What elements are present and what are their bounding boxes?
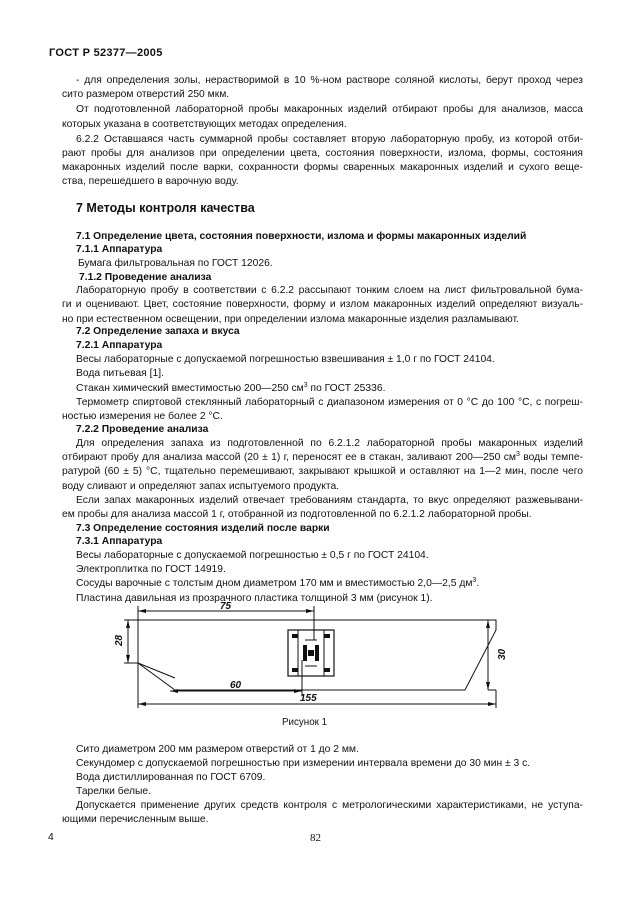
paragraph-line: макаронных изделий после варки, сохранности формы сваренных макаронных изделий и сухого веще- xyxy=(62,162,583,173)
paragraph-line: Лабораторную пробу в соответствии с 6.2.2 рассыпают тонким слоем на лист фильтровальной бума- xyxy=(76,285,583,296)
superscript: 3 xyxy=(303,382,308,389)
dim-label-total: 155 xyxy=(300,693,317,704)
subsection-heading: 7.3 Определение состояния изделий после варки xyxy=(76,523,330,534)
paragraph-line: Сито диаметром 200 мм размером отверстий от 1 до 2 мм. xyxy=(76,744,359,755)
paragraph-line: Весы лабораторные с допускаемой погрешностью взвешивания ± 1,0 г по ГОСТ 24104. xyxy=(76,354,495,365)
subsection-heading: 7.1 Определение цвета, состояния поверхности, излома и формы макаронных изделий xyxy=(76,231,527,242)
text-fragment: отбирают пробу для анализа массой (20 ± 1) г, переносят ее в стакан, заливают 200—250 см xyxy=(62,452,516,463)
paragraph-line: Весы лабораторные с допускаемой погрешностью ± 0,5 г по ГОСТ 24104. xyxy=(76,550,429,561)
paragraph-line: ратурой (60 ± 5) °С, тщательно перемешивают, закрывают крышкой и оставляют на 1—2 мин, после чего xyxy=(62,466,583,477)
paragraph-line: Секундомер с допускаемой погрешностью при измерении интервала времени до 30 мин ± 3 с. xyxy=(76,758,531,769)
paragraph-line: 6.2.2 Оставшаяся часть суммарной пробы составляет вторую лабораторную пробу, из которой отби- xyxy=(76,134,583,145)
text-fragment: воды темпе- xyxy=(519,452,583,463)
paragraph-line: воду сливают и определяют запах испытуемого продукта. xyxy=(62,481,340,492)
document-header: ГОСТ Р 52377—2005 xyxy=(49,47,163,59)
superscript: 3 xyxy=(515,451,520,458)
paragraph-line: ства, перешедшего в варочную воду. xyxy=(62,176,239,187)
dim-label-top: 75 xyxy=(220,601,232,612)
subsection-heading: 7.2.1 Аппаратура xyxy=(76,340,163,351)
page-number: 4 xyxy=(48,832,54,843)
paragraph-line: От подготовленной лабораторной пробы макаронных изделий отбирают пробы для анализов, масса xyxy=(76,104,583,115)
paragraph-line: сито размером отверстий 250 мкм. xyxy=(62,89,230,100)
text-fragment: Стакан химический вместимостью 200—250 см xyxy=(76,383,304,394)
paragraph-line: Вода питьевая [1]. xyxy=(76,368,164,379)
superscript: 3 xyxy=(472,577,477,584)
paragraph-line: Электроплитка по ГОСТ 14919. xyxy=(76,564,226,575)
paragraph-line xyxy=(76,577,479,591)
figure-caption: Рисунок 1 xyxy=(282,717,328,728)
dim-label-inner: 60 xyxy=(230,680,242,691)
paragraph-line: ностью измерения не более 2 °С. xyxy=(62,411,223,422)
paragraph-line: Вода дистиллированная по ГОСТ 6709. xyxy=(76,772,266,783)
paragraph-line: Если запах макаронных изделий отвечает требованиям стандарта, то вкус определяют разжевывани- xyxy=(76,495,583,506)
paragraph-line: Термометр спиртовой стеклянный лабораторный с диапазоном измерения от 0 °С до 100 °С, с погреш- xyxy=(76,397,583,408)
paragraph-line: но при естественном освещении, при определении излома макаронные изделия разламывают. xyxy=(62,314,519,325)
paragraph-line: Допускается применение других средств контроля с метрологическими характеристиками, не уступа- xyxy=(76,800,583,811)
paragraph-line: ги и оценивают. Цвет, состояние поверхности, форму и излом макаронных изделий определяют визуаль- xyxy=(62,299,583,310)
paragraph-line xyxy=(62,451,583,465)
dim-label-left: 28 xyxy=(114,634,125,646)
figure-pressing-plate xyxy=(110,598,510,710)
paragraph-line: рают пробы для анализов при определении цвета, состояния поверхности, излома, формы, состояния xyxy=(62,148,583,159)
text-fragment: по ГОСТ 25336. xyxy=(307,383,386,394)
paragraph-line: - для определения золы, нерастворимой в 10 %-ном растворе соляной кислоты, берут проход через xyxy=(76,75,583,86)
dim-label-right: 30 xyxy=(497,648,508,660)
text-fragment: Сосуды варочные с толстым дном диаметром 170 мм и вместимостью 2,0—2,5 дм xyxy=(76,578,473,589)
section-heading: 7 Методы контроля качества xyxy=(76,201,255,215)
paragraph-line: Бумага фильтровальная по ГОСТ 12026. xyxy=(78,258,273,269)
paragraph-line: Пластина давильная из прозрачного пластика толщиной 3 мм (рисунок 1). xyxy=(76,593,433,604)
subsection-heading: 7.1.2 Проведение анализа xyxy=(79,272,212,283)
paragraph-line xyxy=(76,382,385,396)
subsection-heading: 7.3.1 Аппаратура xyxy=(76,536,163,547)
sheet-number: 82 xyxy=(310,832,321,844)
paragraph-line: ем пробы для анализа массой 1 г, отобранной из подготовленной по 6.2.1.2 лабораторной пробы. xyxy=(62,509,532,520)
plate-cut-line xyxy=(138,663,175,678)
paragraph-line: Тарелки белые. xyxy=(76,786,151,797)
paragraph-line: которых указана в соответствующих методах определения. xyxy=(62,119,347,130)
text-fragment: . xyxy=(476,578,480,589)
paragraph-line: ющими перечисленным выше. xyxy=(62,814,209,825)
subsection-heading: 7.2 Определение запаха и вкуса xyxy=(76,326,240,337)
subsection-heading: 7.2.2 Проведение анализа xyxy=(76,424,209,435)
subsection-heading: 7.1.1 Аппаратура xyxy=(76,244,163,255)
paragraph-line: Для определения запаха из подготовленной по 6.2.1.2 лабораторной пробы макаронных изделий xyxy=(76,438,583,449)
